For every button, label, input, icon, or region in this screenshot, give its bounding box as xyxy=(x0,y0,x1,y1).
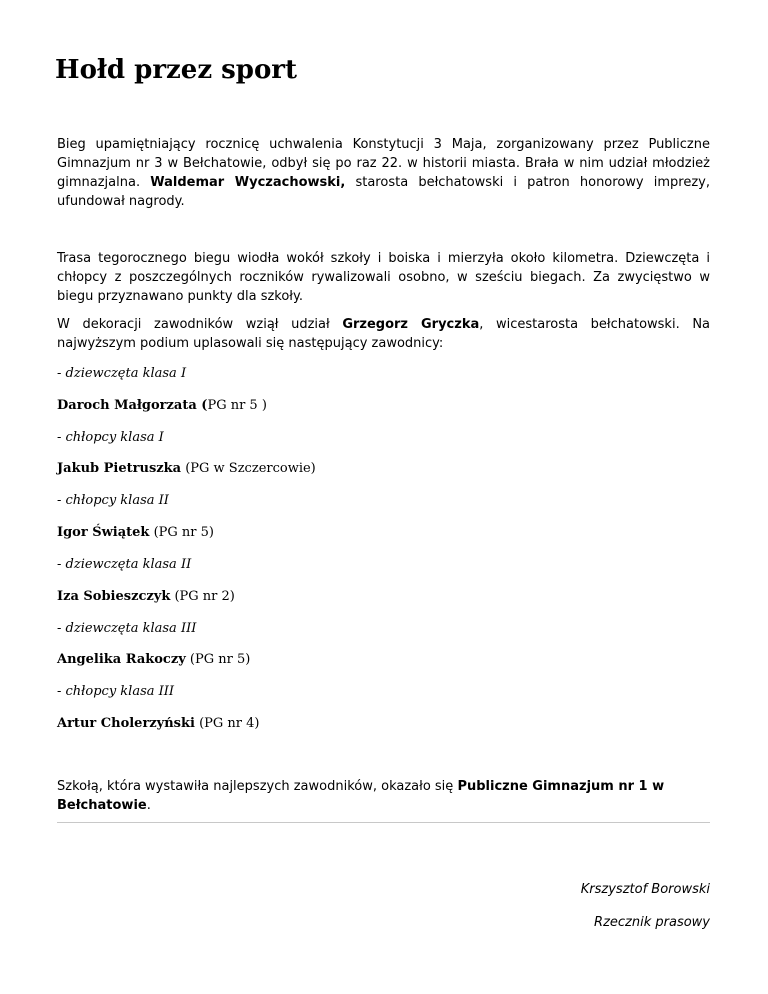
winner-school: (PG nr 5) xyxy=(185,652,251,667)
winner-name: Angelika Rakoczy xyxy=(57,652,186,667)
intro-text-b: starosta bełchatowski i patron honorowy imprezy, ufundował nagrody. xyxy=(57,175,710,209)
result-category: - chłopcy klasa II xyxy=(57,493,169,508)
result-category: - dziewczęta klasa II xyxy=(57,557,192,572)
route-paragraph: Trasa tegorocznego biegu wiodła wokół szkoły i boiska i mierzyła około kilometra. Dziewczęta i chłopcy z poszczególnych roczników rywalizowali osobno, w sześciu biegach. Za zwycięstwo w biegu przyznawano punkty dla szkoły. xyxy=(57,251,710,304)
result-winner xyxy=(57,459,316,478)
winner-school: PG nr 5 ) xyxy=(207,398,267,413)
winner-school: (PG nr 2) xyxy=(170,589,235,604)
winner-name: Iza Sobieszczyk xyxy=(57,589,171,604)
page-title: Hołd przez sport xyxy=(55,55,298,85)
intro-text-a: Bieg upamiętniający rocznicę uchwalenia Konstytucji 3 Maja, zorganizowany przez Publiczne Gimnazjum nr 3 w Bełchatowie, odbył się po raz 22. w historii miasta. Brała w nim udział młodzież gimnazjalna. xyxy=(57,137,710,190)
result-winner xyxy=(57,587,235,606)
summary-school: Publiczne Gimnazjum nr 1 w Bełchatowie xyxy=(57,779,665,813)
winner-school: (PG nr 5) xyxy=(149,525,214,540)
winner-name: Jakub Pietruszka xyxy=(57,461,182,476)
divider xyxy=(57,822,710,823)
winner-name: Igor Świątek xyxy=(57,525,150,540)
winner-name: Artur Cholerzyński xyxy=(57,716,195,731)
result-category: - chłopcy klasa I xyxy=(57,430,164,445)
decoration-text-b: , wicestarosta bełchatowski. Na najwyższym podium uplasowali się następujący zawodnicy: xyxy=(57,317,711,351)
result-winner xyxy=(57,523,214,542)
result-category: - chłopcy klasa III xyxy=(57,684,175,699)
signature-name: Krszysztof Borowski xyxy=(580,882,710,897)
winner-school: (PG w Szczercowie) xyxy=(181,461,316,476)
winner-name: Daroch Małgorzata ( xyxy=(57,398,208,413)
winner-school: (PG nr 4) xyxy=(194,716,260,731)
decoration-guest-name: Grzegorz Gryczka xyxy=(342,317,480,332)
intro-paragraph xyxy=(57,135,710,211)
decoration-paragraph xyxy=(57,315,710,353)
result-winner xyxy=(57,396,267,415)
signature-role: Rzecznik prasowy xyxy=(594,915,710,930)
result-category: - dziewczęta klasa I xyxy=(57,366,187,381)
summary-text-a: Szkołą, która wystawiła najlepszych zawodników, okazało się xyxy=(57,779,458,794)
summary-paragraph xyxy=(57,777,710,815)
decoration-text-a: W dekoracji zawodników wziął udział xyxy=(57,317,343,332)
intro-patron-name: Waldemar Wyczachowski, xyxy=(150,175,346,190)
result-winner xyxy=(57,714,259,733)
result-winner xyxy=(57,650,250,669)
result-category: - dziewczęta klasa III xyxy=(57,621,197,636)
summary-text-b: . xyxy=(146,798,151,813)
